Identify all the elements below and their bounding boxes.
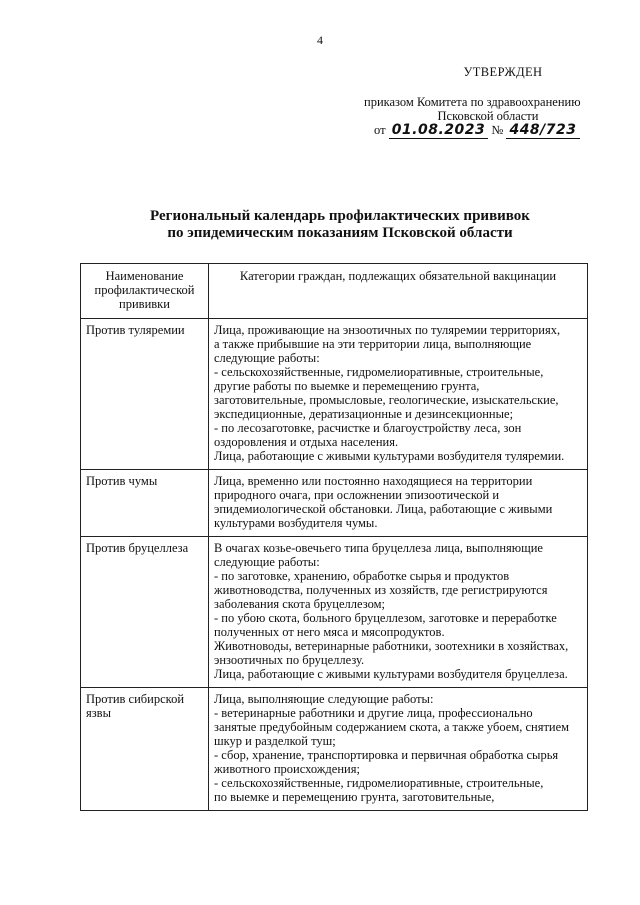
category-line: культурами возбудителя чумы. bbox=[214, 516, 378, 530]
category-line: Лица, временно или постоянно находящиеся на территории bbox=[214, 474, 533, 488]
category-line: занятые предубойным содержанием скота, а также убоем, снятием bbox=[214, 720, 570, 734]
category-line: оздоровления и отдыха населения. bbox=[214, 435, 399, 449]
category-line: - сбор, хранение, транспортировка и первичная обработка сырья bbox=[214, 748, 559, 762]
title-line-2: по эпидемическим показаниям Псковской области bbox=[167, 225, 513, 241]
category-line: Животноводы, ветеринарные работники, зоотехники в хозяйствах, bbox=[214, 639, 569, 653]
category-line: шкур и разделкой туш; bbox=[214, 734, 336, 748]
category-line: животного происхождения; bbox=[214, 762, 360, 776]
number-prefix: № bbox=[491, 123, 504, 137]
category-line: по выемке и перемещению грунта, заготовительные, bbox=[214, 790, 495, 804]
date-prefix: от bbox=[374, 123, 386, 137]
handwritten-date: 01.08.2023 bbox=[389, 122, 489, 139]
approval-title: УТВЕРЖДЕН bbox=[463, 65, 543, 79]
vaccine-name-cell: Против сибирской язвы bbox=[81, 688, 209, 811]
category-line: Лица, выполняющие следующие работы: bbox=[214, 692, 434, 706]
category-line: заболевания скота бруцеллезом; bbox=[214, 597, 385, 611]
category-line: экспедиционные, дератизационные и дезинсекционные; bbox=[214, 407, 514, 421]
header-vaccine-name: Наименование профилактической прививки bbox=[81, 264, 209, 319]
category-line: а также прибывшие на эти территории лица, выполняющие bbox=[214, 337, 532, 351]
vaccine-name-cell: Против туляремии bbox=[81, 319, 209, 470]
category-line: эпидемиологической обстановки. Лица, работающие с живыми bbox=[214, 502, 553, 516]
table-row bbox=[81, 470, 588, 537]
approval-order-line: приказом Комитета по здравоохранению bbox=[364, 95, 581, 109]
table-row bbox=[81, 537, 588, 688]
title-line-1: Региональный календарь профилактических прививок bbox=[150, 208, 530, 224]
categories-cell bbox=[209, 537, 588, 688]
category-line: - по лесозаготовке, расчистке и благоустройству леса, зон bbox=[214, 421, 522, 435]
approval-date-number-line bbox=[374, 123, 608, 137]
table-row bbox=[81, 688, 588, 811]
category-line: - по заготовке, хранению, обработке сырья и продуктов bbox=[214, 569, 510, 583]
approval-block bbox=[364, 65, 608, 138]
category-line: энзоотичных по бруцеллезу. bbox=[214, 653, 365, 667]
category-line: природного очага, при осложнении эпизоотической и bbox=[214, 488, 500, 502]
approval-region-line: Псковской области bbox=[437, 109, 539, 123]
vaccination-table bbox=[80, 263, 588, 811]
categories-cell bbox=[209, 688, 588, 811]
category-line: - сельскохозяйственные, гидромелиоративные, строительные, bbox=[214, 365, 544, 379]
category-line: следующие работы: bbox=[214, 351, 320, 365]
vaccine-name-cell: Против чумы bbox=[81, 470, 209, 537]
category-line: Лица, проживающие на энзоотичных по туляремии территориях, bbox=[214, 323, 561, 337]
categories-cell bbox=[209, 319, 588, 470]
handwritten-number: 448/723 bbox=[506, 122, 579, 139]
category-line: заготовительные, промысловые, геологические, изыскательские, bbox=[214, 393, 559, 407]
header-categories: Категории граждан, подлежащих обязательной вакцинации bbox=[209, 264, 588, 319]
category-line: - сельскохозяйственные, гидромелиоративные, строительные, bbox=[214, 776, 544, 790]
category-line: другие работы по выемке и перемещению грунта, bbox=[214, 379, 480, 393]
table-header-row bbox=[81, 264, 588, 319]
document-title bbox=[60, 208, 620, 242]
page-number: 4 bbox=[317, 33, 323, 47]
category-line: - ветеринарные работники и другие лица, профессионально bbox=[214, 706, 533, 720]
vaccine-name-cell: Против бруцеллеза bbox=[81, 537, 209, 688]
category-line: В очагах козье-овечьего типа бруцеллеза лица, выполняющие bbox=[214, 541, 543, 555]
category-line: Лица, работающие с живыми культурами возбудителя туляремии. bbox=[214, 449, 565, 463]
table-row bbox=[81, 319, 588, 470]
categories-cell bbox=[209, 470, 588, 537]
category-line: - по убою скота, больного бруцеллезом, заготовке и переработке bbox=[214, 611, 557, 625]
category-line: животноводства, полученных из хозяйств, где регистрируются bbox=[214, 583, 548, 597]
category-line: следующие работы: bbox=[214, 555, 320, 569]
category-line: Лица, работающие с живыми культурами возбудителя бруцеллеза. bbox=[214, 667, 568, 681]
category-line: полученных от него мяса и мясопродуктов. bbox=[214, 625, 445, 639]
